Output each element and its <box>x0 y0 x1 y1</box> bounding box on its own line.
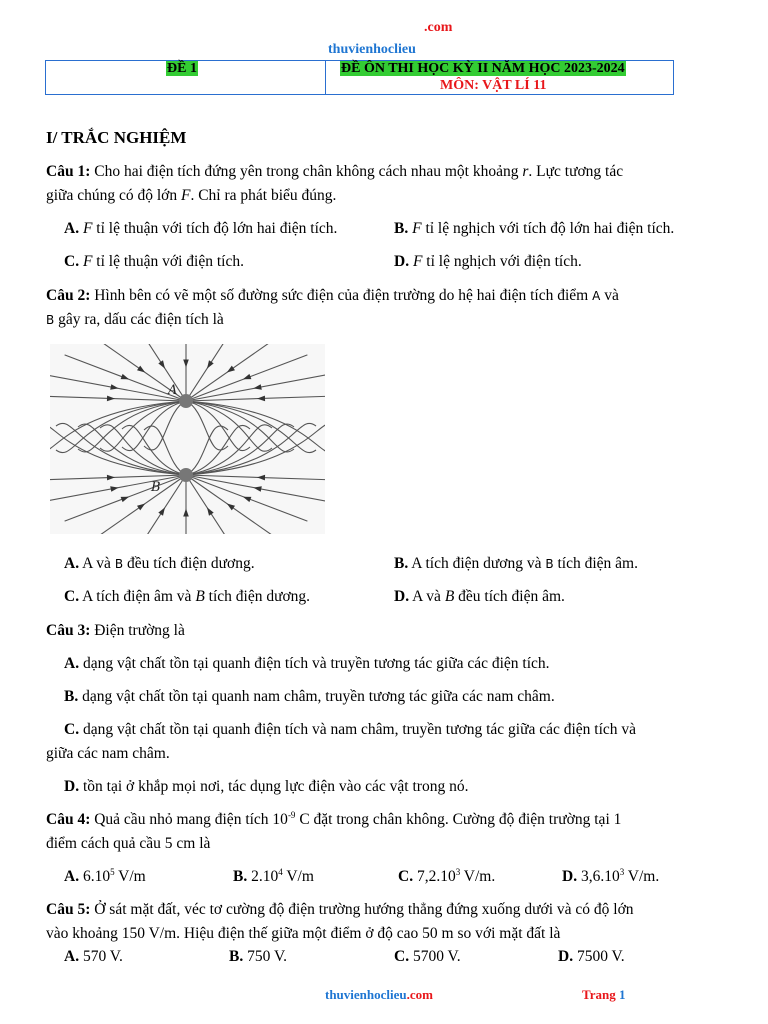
q3-option-b[interactable] <box>64 687 555 707</box>
option-var: B <box>195 588 205 605</box>
option-text: 2.10 <box>247 868 279 885</box>
option-text: đều tích điện âm. <box>454 588 565 605</box>
option-text: 6.10 <box>79 868 111 885</box>
option-key: D. <box>394 588 410 605</box>
header-divider <box>325 61 326 94</box>
option-text: tỉ lệ nghịch với điện tích. <box>422 253 582 270</box>
option-key: B. <box>64 688 79 705</box>
q1-line1 <box>46 162 623 182</box>
charge-A <box>179 394 193 408</box>
q4-text-b: C đặt trong chân không. Cường độ điện trường tại 1 <box>295 811 622 828</box>
site-brand-top: thuvienhoclieu <box>328 42 416 57</box>
option-exponent: 4 <box>278 867 283 877</box>
q3-option-d[interactable] <box>64 777 468 797</box>
option-var: F <box>412 253 423 270</box>
option-var: B <box>114 557 124 571</box>
option-text: dạng vật chất tồn tại quanh nam châm, truyền tương tác giữa các nam châm. <box>78 688 555 705</box>
q2-text-b: và <box>600 287 619 304</box>
q4-text-a: Quả cầu nhỏ mang điện tích 10 <box>90 811 288 828</box>
q4-option-c[interactable] <box>398 867 495 887</box>
q4-option-d[interactable] <box>562 867 659 887</box>
header-table <box>45 60 674 95</box>
page-number <box>582 987 625 1003</box>
option-key: D. <box>558 948 574 965</box>
site-domain-top: .com <box>424 20 453 35</box>
option-key: D. <box>64 778 80 795</box>
option-key: A. <box>64 948 80 965</box>
option-text: đều tích điện dương. <box>123 555 255 572</box>
exam-number: ĐỀ 1 <box>167 61 197 76</box>
option-unit: V/m. <box>624 868 660 885</box>
footer-brand-domain: .com <box>406 987 433 1002</box>
header-left-cell <box>166 61 198 77</box>
charge-B <box>179 468 193 482</box>
q2-option-c[interactable] <box>64 587 310 607</box>
option-key: B. <box>394 220 409 237</box>
q2-line2-text: gây ra, dấu các điện tích là <box>54 311 224 328</box>
exam-title: ĐỀ ÔN THI HỌC KỲ II NĂM HỌC 2023-2024 <box>341 61 625 76</box>
option-text: 3,6.10 <box>577 868 620 885</box>
q2-line2 <box>46 310 224 330</box>
subject-title: MÔN: VẬT LÍ 11 <box>440 78 547 93</box>
q1-var-r: r <box>522 163 529 180</box>
q5-line2: vào khoảng 150 V/m. Hiệu điện thế giữa một điểm ở độ cao 50 m so với mặt đất là <box>46 925 561 942</box>
option-text: A tích điện dương và <box>408 555 546 572</box>
option-key: C. <box>394 948 410 965</box>
option-text: 5700 V. <box>409 948 461 965</box>
option-text: A và <box>79 555 115 572</box>
option-text: tích điện âm. <box>553 555 638 572</box>
q5-option-b[interactable] <box>229 947 287 967</box>
q2-line1 <box>46 286 619 306</box>
option-unit: V/m <box>282 868 314 885</box>
q4-option-b[interactable] <box>233 867 314 887</box>
q5-option-c[interactable] <box>394 947 461 967</box>
q3-option-c-line2: giữa các nam châm. <box>46 745 170 762</box>
q1-option-a[interactable] <box>64 219 337 239</box>
q4-exponent: -9 <box>287 810 296 820</box>
option-text: tồn tại ở khắp mọi nơi, tác dụng lực điện vào các vật trong nó. <box>79 778 469 795</box>
option-key: C. <box>64 588 80 605</box>
option-key: B. <box>394 555 409 572</box>
option-text: 750 V. <box>243 948 288 965</box>
q4-line1 <box>46 810 621 830</box>
q3-option-a[interactable] <box>64 654 550 674</box>
q1-option-d[interactable] <box>394 252 582 272</box>
option-text: 7500 V. <box>573 948 625 965</box>
q5-line1 <box>46 900 634 920</box>
footer-brand-name: thuvienhoclieu <box>325 987 407 1002</box>
q3-line1 <box>46 621 185 641</box>
q1-line2-a: giữa chúng có độ lớn <box>46 187 181 204</box>
footer-brand <box>325 987 433 1003</box>
q5-text: Ở sát mặt đất, véc tơ cường độ điện trường hướng thẳng đứng xuống dưới và có độ lớn <box>90 901 634 918</box>
option-text: tỉ lệ nghịch với tích độ lớn hai điện tích. <box>421 220 675 237</box>
option-key: A. <box>64 655 80 672</box>
figure-label-A: A <box>168 383 178 398</box>
q5-option-a[interactable] <box>64 947 123 967</box>
section-title: I/ TRẮC NGHIỆM <box>46 128 187 147</box>
q2-option-d[interactable] <box>394 587 565 607</box>
option-key: D. <box>562 868 578 885</box>
q3-option-c[interactable] <box>64 720 636 740</box>
q3-text: Điện trường là <box>90 622 185 639</box>
q1-option-b[interactable] <box>394 219 674 239</box>
option-var: F <box>82 220 93 237</box>
q1-line2 <box>46 186 336 206</box>
q1-var-F: F <box>180 187 191 204</box>
q4-label: Câu 4: <box>46 811 91 828</box>
option-exponent: 3 <box>455 867 461 877</box>
option-key: B. <box>233 868 248 885</box>
q3-label: Câu 3: <box>46 622 91 639</box>
q2-var-B: B <box>46 313 55 327</box>
field-lines-figure <box>50 344 325 534</box>
option-key: A. <box>64 555 80 572</box>
option-text: tỉ lệ thuận với tích độ lớn hai điện tích. <box>92 220 338 237</box>
option-key: A. <box>64 220 80 237</box>
option-var: B <box>545 557 554 571</box>
option-text: dạng vật chất tồn tại quanh điện tích và nam châm, truyền tương tác giữa các điện tích và <box>79 721 637 738</box>
q5-option-d[interactable] <box>558 947 625 967</box>
figure-label-B: B <box>151 480 161 495</box>
q2-var-A: A <box>592 289 601 303</box>
page-word: Trang <box>582 987 619 1002</box>
q2-option-a[interactable] <box>64 554 255 574</box>
option-key: C. <box>64 253 80 270</box>
option-key: C. <box>64 721 80 738</box>
option-var: B <box>444 588 455 605</box>
q2-text-a: Hình bên có vẽ một số đường sức điện của điện trường do hệ hai điện tích điểm <box>90 287 593 304</box>
option-exponent: 3 <box>619 867 625 877</box>
option-text: 570 V. <box>79 948 123 965</box>
q1-line2-b: . Chỉ ra phát biểu đúng. <box>190 187 337 204</box>
option-key: A. <box>64 868 80 885</box>
option-key: C. <box>398 868 414 885</box>
option-unit: V/m. <box>460 868 496 885</box>
option-var: F <box>82 253 93 270</box>
option-key: D. <box>394 253 410 270</box>
q1-label: Câu 1: <box>46 163 91 180</box>
q1-text-b: . Lực tương tác <box>528 163 624 180</box>
header-right-line1 <box>340 61 626 77</box>
option-text: 7,2.10 <box>413 868 456 885</box>
option-text: tích điện dương. <box>204 588 311 605</box>
q4-line2: điểm cách quả cầu 5 cm là <box>46 835 211 852</box>
option-text: tỉ lệ thuận với điện tích. <box>92 253 244 270</box>
q4-option-a[interactable] <box>64 867 146 887</box>
option-text: dạng vật chất tồn tại quanh điện tích và truyền tương tác giữa các điện tích. <box>79 655 550 672</box>
option-unit: V/m <box>114 868 146 885</box>
option-var: F <box>412 220 422 237</box>
option-key: B. <box>229 948 244 965</box>
option-exponent: 5 <box>110 867 115 877</box>
page-num: 1 <box>618 987 626 1002</box>
q2-option-b[interactable] <box>394 554 638 574</box>
q5-label: Câu 5: <box>46 901 91 918</box>
option-text: A và <box>409 588 445 605</box>
option-text: A tích điện âm và <box>79 588 196 605</box>
q1-text-a: Cho hai điện tích đứng yên trong chân không cách nhau một khoảng <box>90 163 523 180</box>
q2-label: Câu 2: <box>46 287 91 304</box>
q1-option-c[interactable] <box>64 252 244 272</box>
